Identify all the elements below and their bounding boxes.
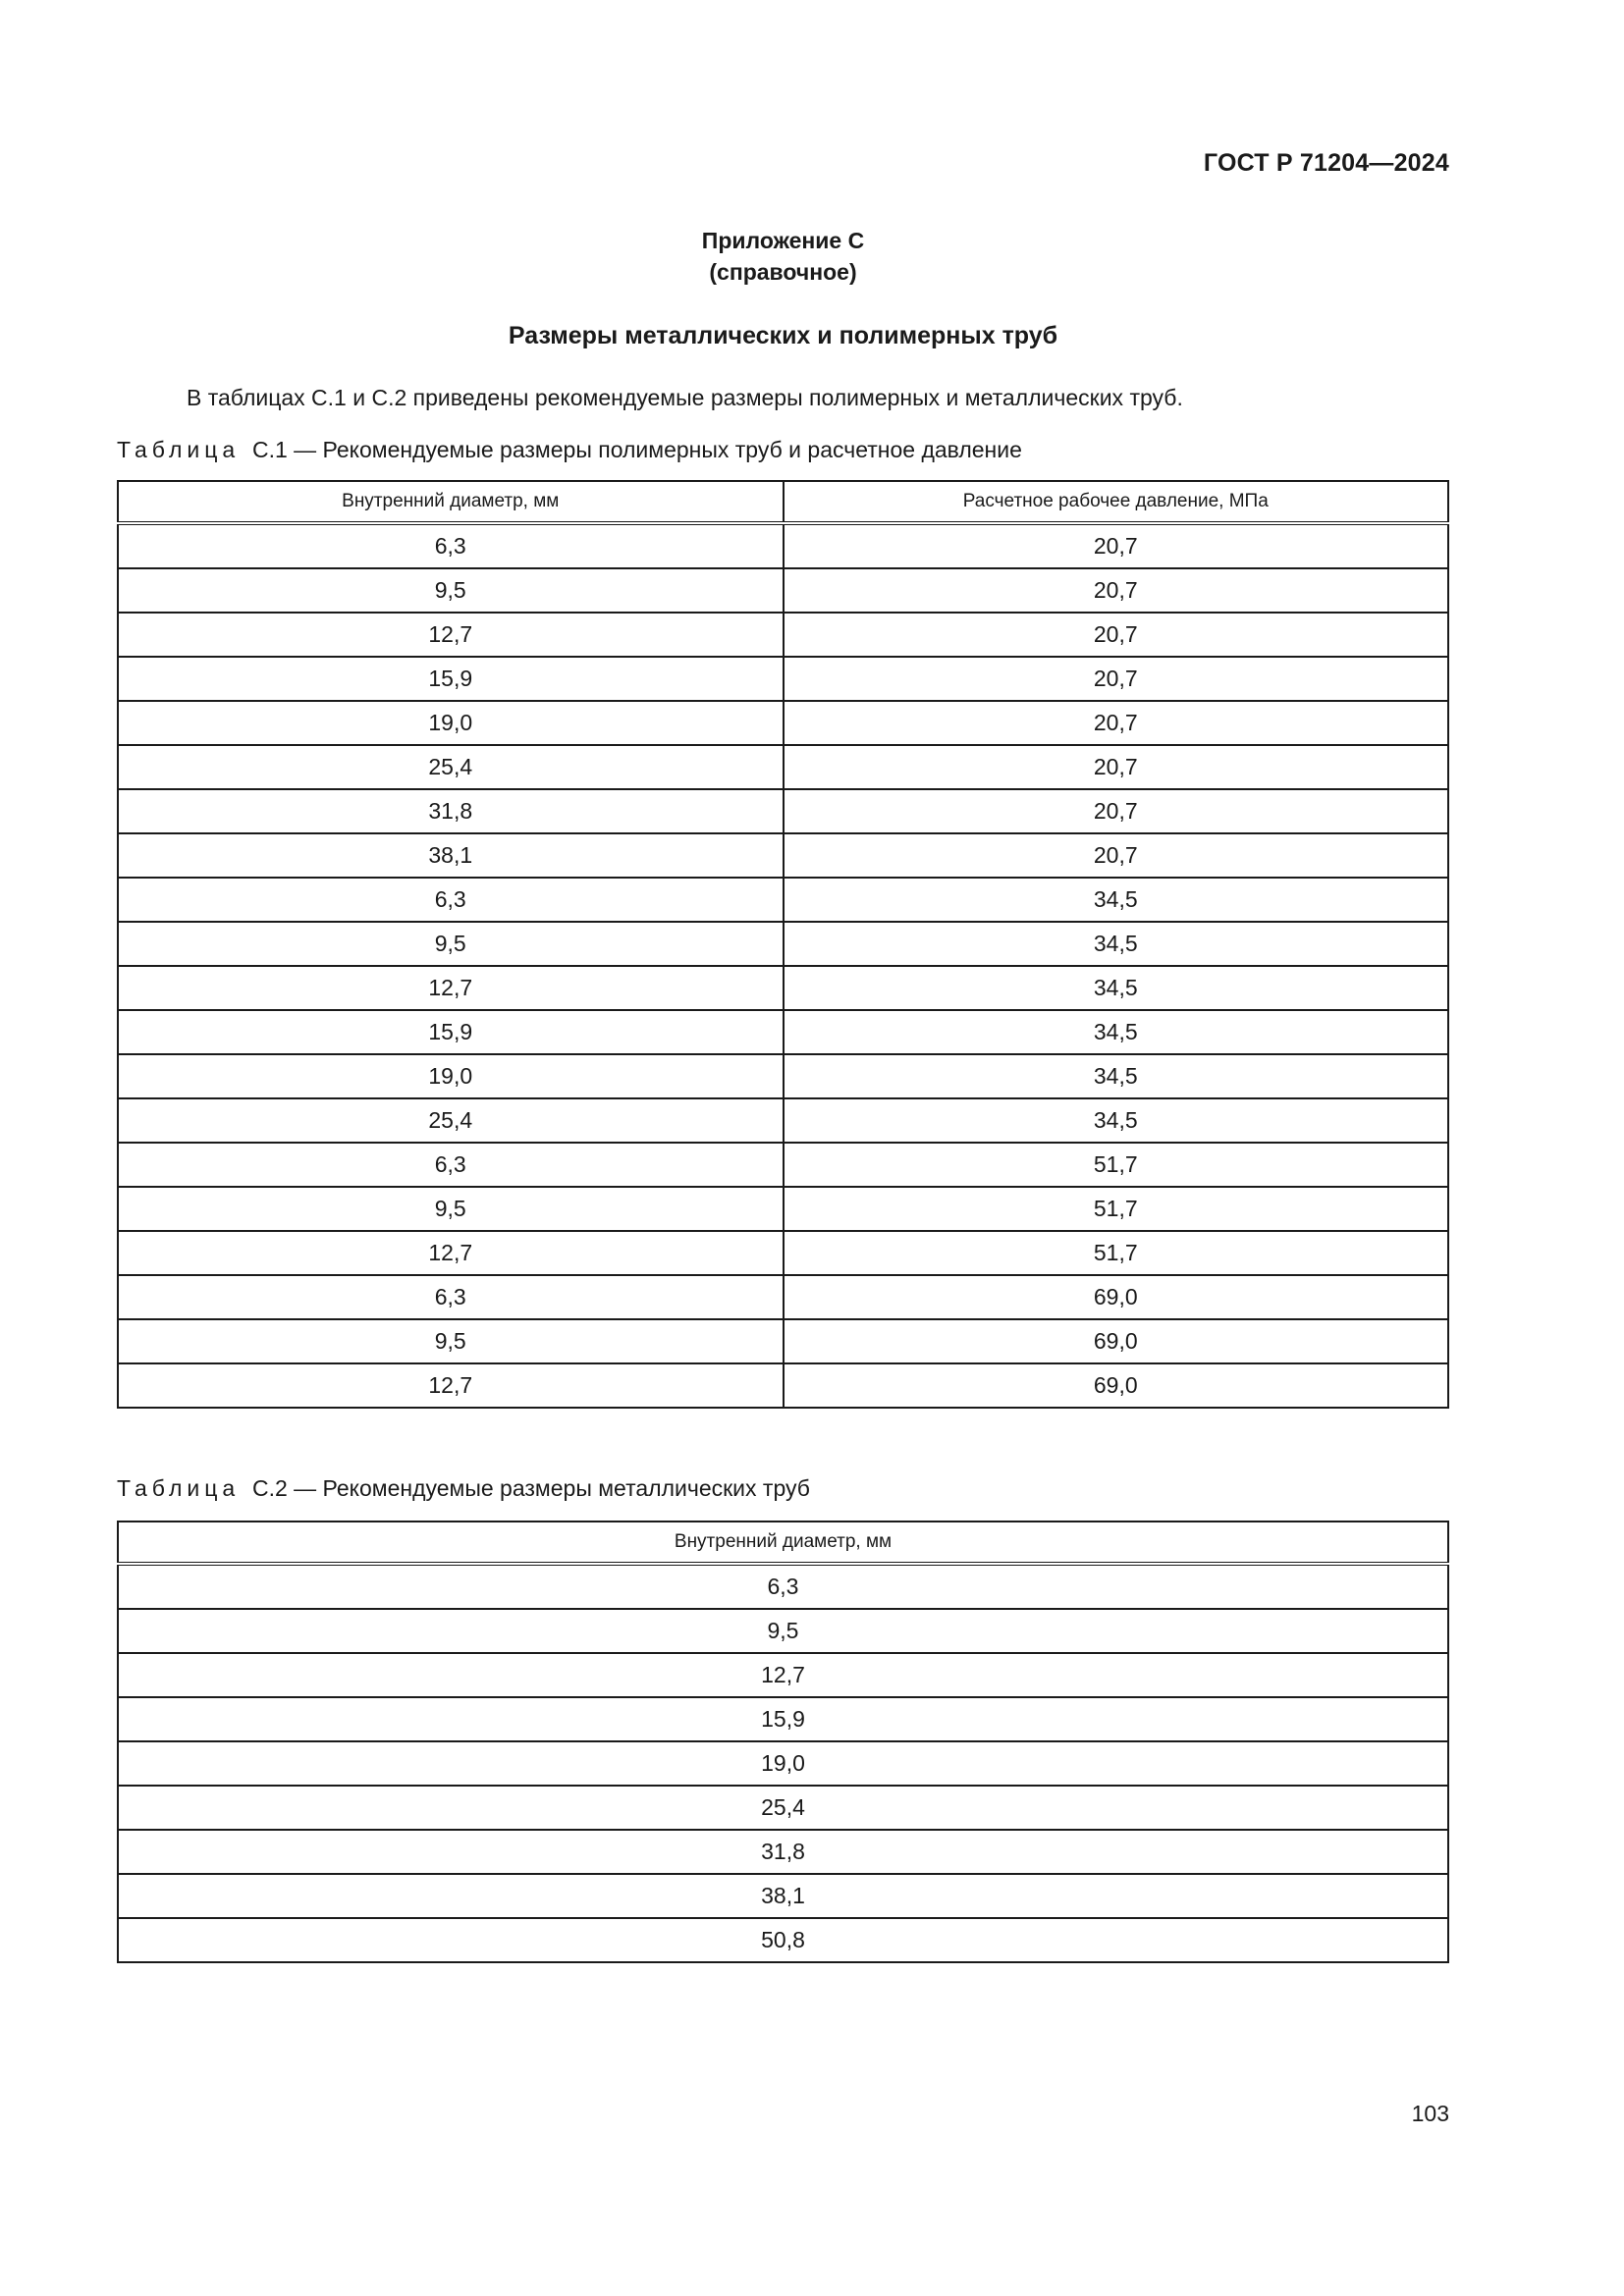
diameter-cell: 31,8 [118, 789, 784, 833]
diameter-cell: 12,7 [118, 1231, 784, 1275]
table2-caption [117, 1475, 810, 1502]
table-row [118, 1741, 1448, 1786]
pressure-cell: 20,7 [784, 568, 1449, 613]
table-row [118, 966, 1448, 1010]
table-row [118, 1697, 1448, 1741]
diameter-cell: 12,7 [118, 966, 784, 1010]
diameter-cell: 38,1 [118, 1874, 1448, 1918]
table-c1 [117, 480, 1449, 1409]
diameter-cell: 25,4 [118, 745, 784, 789]
table-row [118, 523, 1448, 568]
pressure-cell: 51,7 [784, 1187, 1449, 1231]
diameter-cell: 25,4 [118, 1786, 1448, 1830]
pressure-cell: 69,0 [784, 1319, 1449, 1363]
pressure-cell: 20,7 [784, 701, 1449, 745]
table2-caption-label: Таблица [117, 1475, 241, 1501]
diameter-cell: 31,8 [118, 1830, 1448, 1874]
pressure-cell: 69,0 [784, 1275, 1449, 1319]
diameter-cell: 12,7 [118, 613, 784, 657]
section-title: Размеры металлических и полимерных труб [508, 322, 1058, 349]
table2-col-diameter: Внутренний диаметр, мм [118, 1522, 1448, 1564]
table-row [118, 701, 1448, 745]
diameter-cell: 15,9 [118, 1697, 1448, 1741]
table-row [118, 745, 1448, 789]
diameter-cell: 9,5 [118, 922, 784, 966]
table-row [118, 1564, 1448, 1609]
table-row [118, 1275, 1448, 1319]
pressure-cell: 34,5 [784, 1098, 1449, 1143]
diameter-cell: 15,9 [118, 1010, 784, 1054]
diameter-cell: 19,0 [118, 1054, 784, 1098]
table-c2 [117, 1521, 1449, 1963]
table-row [118, 833, 1448, 878]
pressure-cell: 51,7 [784, 1143, 1449, 1187]
pressure-cell: 20,7 [784, 657, 1449, 701]
pressure-cell: 34,5 [784, 922, 1449, 966]
table1-header-row [118, 481, 1448, 523]
diameter-cell: 38,1 [118, 833, 784, 878]
table-row [118, 613, 1448, 657]
table-row [118, 1609, 1448, 1653]
table-row [118, 1363, 1448, 1408]
diameter-cell: 19,0 [118, 701, 784, 745]
table-row [118, 1319, 1448, 1363]
table1-caption-label: Таблица [117, 437, 241, 462]
table-row [118, 922, 1448, 966]
diameter-cell: 6,3 [118, 1143, 784, 1187]
table-row [118, 1098, 1448, 1143]
intro-paragraph: В таблицах С.1 и С.2 приведены рекомендуемые размеры полимерных и металлических труб. [187, 385, 1183, 410]
pressure-cell: 34,5 [784, 966, 1449, 1010]
pressure-cell: 34,5 [784, 1054, 1449, 1098]
diameter-cell: 9,5 [118, 1187, 784, 1231]
table-row [118, 1187, 1448, 1231]
table-row [118, 568, 1448, 613]
pressure-cell: 20,7 [784, 833, 1449, 878]
table-row [118, 878, 1448, 922]
diameter-cell: 9,5 [118, 1609, 1448, 1653]
diameter-cell: 50,8 [118, 1918, 1448, 1962]
table-row [118, 1830, 1448, 1874]
table-row [118, 1786, 1448, 1830]
pressure-cell: 34,5 [784, 1010, 1449, 1054]
table1-caption-text: С.1 — Рекомендуемые размеры полимерных труб и расчетное давление [251, 437, 1022, 462]
diameter-cell: 12,7 [118, 1653, 1448, 1697]
pressure-cell: 51,7 [784, 1231, 1449, 1275]
document-code: ГОСТ Р 71204—2024 [1203, 149, 1449, 177]
diameter-cell: 19,0 [118, 1741, 1448, 1786]
table-row [118, 1231, 1448, 1275]
diameter-cell: 6,3 [118, 878, 784, 922]
diameter-cell: 12,7 [118, 1363, 784, 1408]
annex-subtitle: (справочное) [709, 259, 857, 285]
table2-header-row [118, 1522, 1448, 1564]
diameter-cell: 9,5 [118, 1319, 784, 1363]
table-row [118, 657, 1448, 701]
diameter-cell: 6,3 [118, 523, 784, 568]
pressure-cell: 69,0 [784, 1363, 1449, 1408]
pressure-cell: 20,7 [784, 523, 1449, 568]
table2-body [118, 1564, 1448, 1962]
diameter-cell: 15,9 [118, 657, 784, 701]
table-row [118, 1054, 1448, 1098]
table1-body [118, 523, 1448, 1408]
pressure-cell: 20,7 [784, 745, 1449, 789]
diameter-cell: 6,3 [118, 1564, 1448, 1609]
annex-title: Приложение С [701, 228, 865, 253]
pressure-cell: 34,5 [784, 878, 1449, 922]
table-row [118, 1874, 1448, 1918]
table1-col-diameter: Внутренний диаметр, мм [118, 481, 784, 523]
table-row [118, 1010, 1448, 1054]
diameter-cell: 25,4 [118, 1098, 784, 1143]
table-row [118, 789, 1448, 833]
table-row [118, 1918, 1448, 1962]
page-number: 103 [1411, 2101, 1449, 2126]
table-row [118, 1143, 1448, 1187]
pressure-cell: 20,7 [784, 613, 1449, 657]
table1-col-pressure: Расчетное рабочее давление, МПа [784, 481, 1449, 523]
table2-caption-text: С.2 — Рекомендуемые размеры металлических труб [251, 1475, 810, 1501]
pressure-cell: 20,7 [784, 789, 1449, 833]
table1-caption [117, 437, 1022, 463]
diameter-cell: 9,5 [118, 568, 784, 613]
diameter-cell: 6,3 [118, 1275, 784, 1319]
table-row [118, 1653, 1448, 1697]
